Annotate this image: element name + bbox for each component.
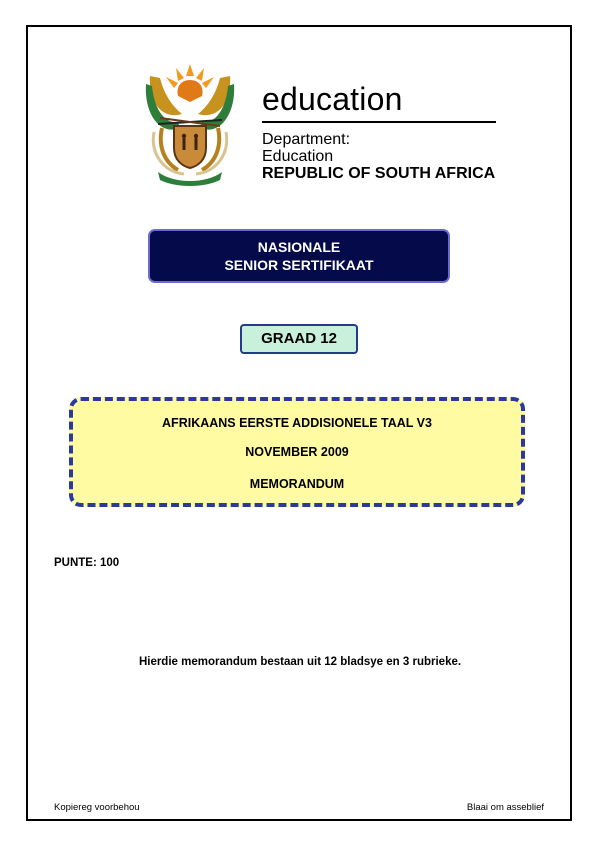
coat-of-arms-icon (140, 62, 240, 186)
department-name: Education (262, 148, 334, 165)
country-name: REPUBLIC OF SOUTH AFRICA (262, 165, 496, 182)
document-type: MEMORANDUM (249, 477, 345, 491)
footer-turn-over: Blaai om asseblief (466, 802, 544, 813)
subject-name: AFRIKAANS EERSTE ADDISIONELE TAAL V3 (162, 416, 432, 430)
certificate-title-line1: NASIONALE (257, 239, 341, 255)
exam-date: NOVEMBER 2009 (245, 445, 349, 459)
document-summary: Hierdie memorandum bestaan uit 12 bladsye en 3 rubrieke. (138, 656, 462, 668)
footer-copyright: Kopiereg voorbehou (54, 802, 140, 813)
marks-label: PUNTE: 100 (54, 557, 120, 569)
grade-badge: GRAAD 12 (240, 324, 358, 354)
certificate-title-box (148, 229, 450, 283)
department-label: Department: (262, 131, 351, 148)
logo-wordmark: education (262, 81, 403, 117)
subject-box (69, 397, 525, 507)
certificate-title-line2: SENIOR SERTIFIKAAT (224, 257, 374, 273)
logo-divider (262, 121, 496, 123)
